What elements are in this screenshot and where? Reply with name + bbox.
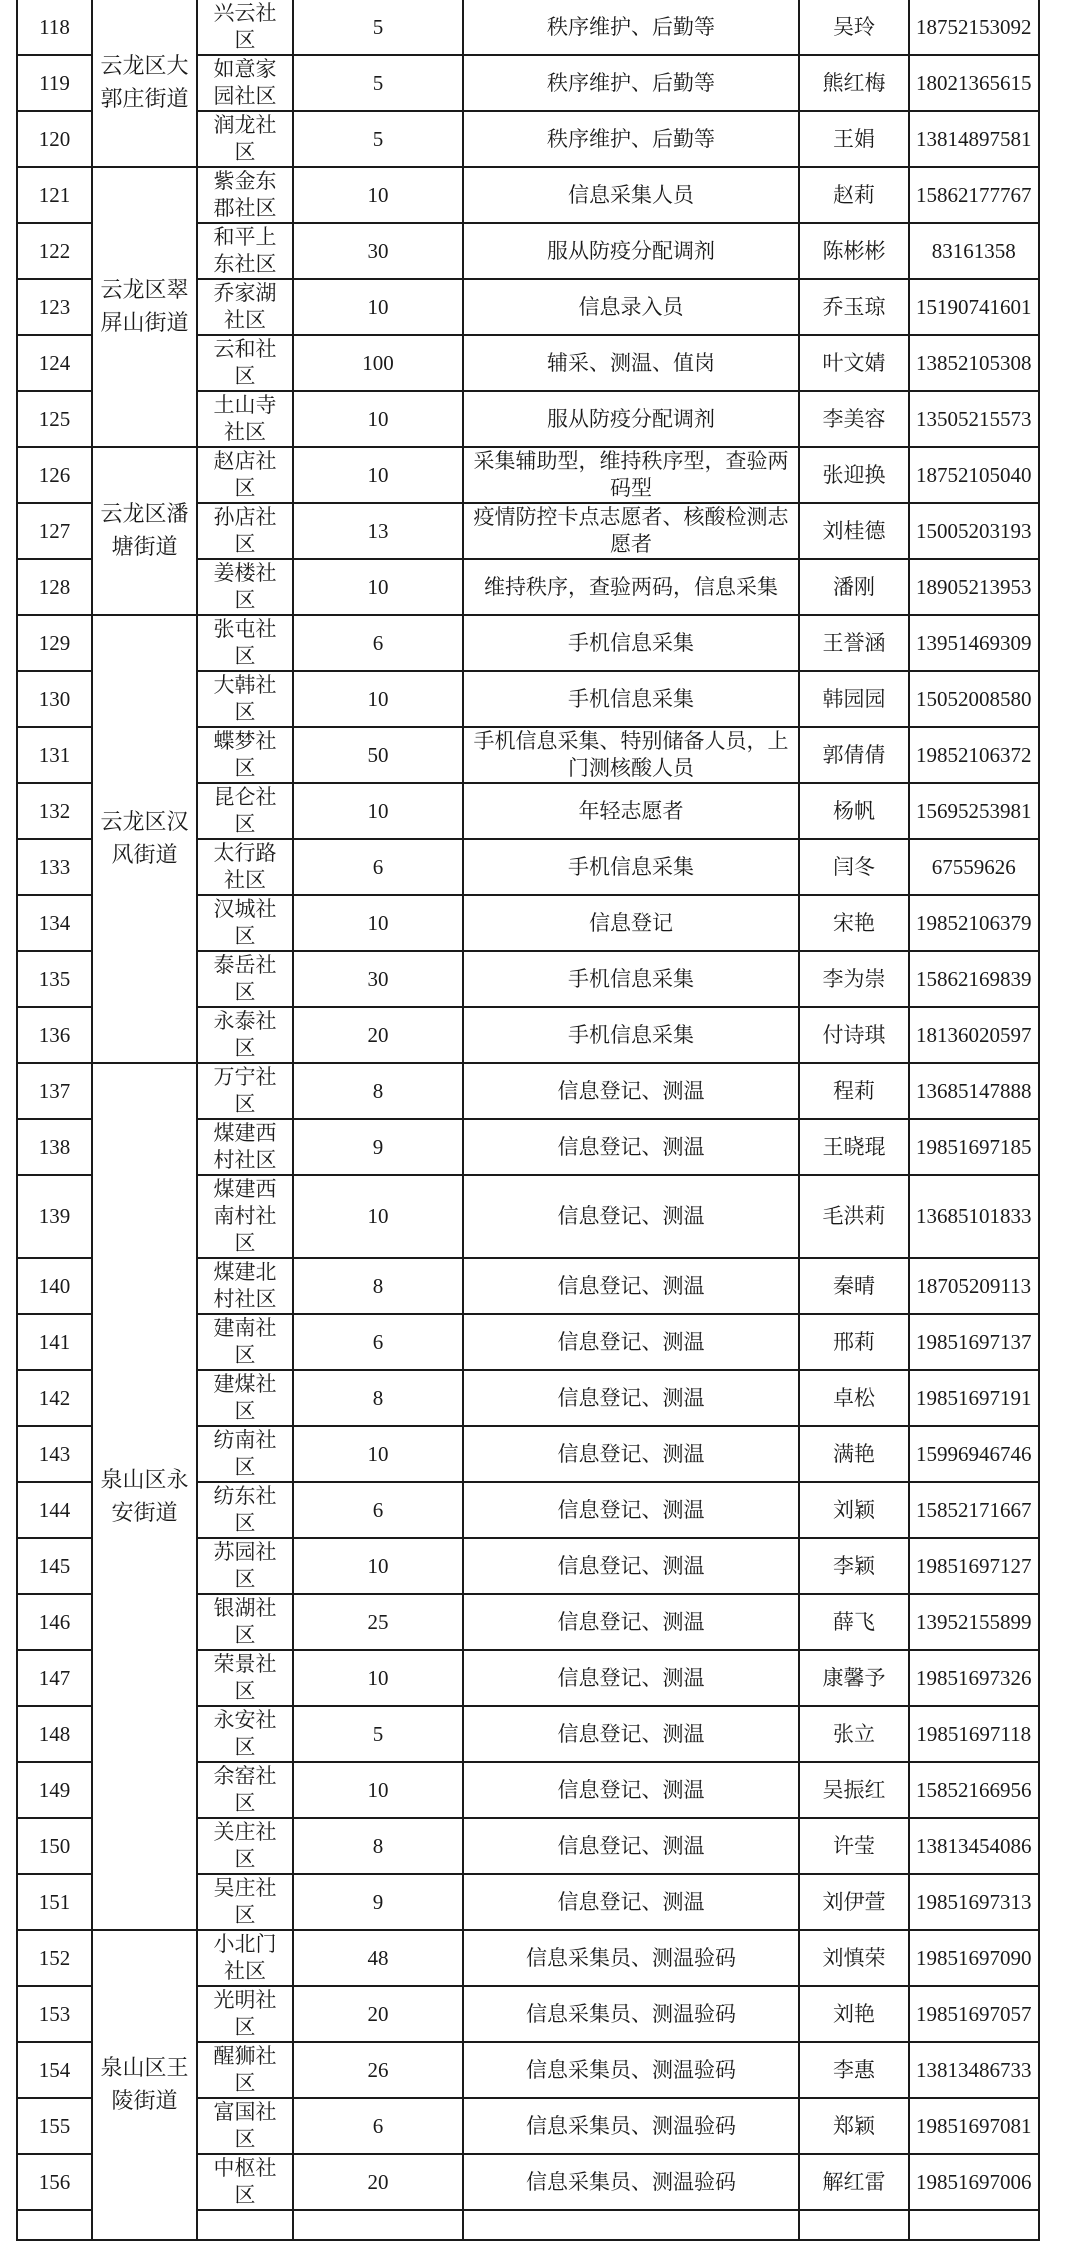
phone-cell: 18752105040: [909, 447, 1039, 503]
row-number-cell: 124: [17, 335, 92, 391]
duty-cell: 采集辅助型，维持秩序型，查验两码型: [463, 447, 799, 503]
phone-cell: 18705209113: [909, 1258, 1039, 1314]
community-cell: 孙店社区: [197, 503, 293, 559]
row-number-cell: 122: [17, 223, 92, 279]
row-number-cell: 135: [17, 951, 92, 1007]
contact-cell: 潘刚: [799, 559, 909, 615]
contact-cell: 许莹: [799, 1818, 909, 1874]
community-cell: 大韩社区: [197, 671, 293, 727]
count-cell: 5: [293, 55, 463, 111]
contact-cell: 王晓琨: [799, 1119, 909, 1175]
count-cell: 10: [293, 1762, 463, 1818]
count-cell: 8: [293, 1818, 463, 1874]
contact-cell: 张迎换: [799, 447, 909, 503]
community-cell: 昆仑社区: [197, 783, 293, 839]
duty-cell: 信息登记、测温: [463, 1874, 799, 1930]
duty-cell: 信息登记、测温: [463, 1370, 799, 1426]
row-number-cell: 145: [17, 1538, 92, 1594]
count-cell: 6: [293, 1314, 463, 1370]
duty-cell: 秩序维护、后勤等: [463, 0, 799, 55]
row-number-cell: 140: [17, 1258, 92, 1314]
phone-cell: 19851697185: [909, 1119, 1039, 1175]
duty-cell: 信息登记、测温: [463, 1482, 799, 1538]
row-number-cell: 139: [17, 1175, 92, 1258]
row-number-cell: 156: [17, 2154, 92, 2210]
contact-cell: 解红雷: [799, 2154, 909, 2210]
phone-cell: 19851697191: [909, 1370, 1039, 1426]
duty-cell: 信息登记、测温: [463, 1426, 799, 1482]
contact-cell: 张立: [799, 1706, 909, 1762]
row-number-cell: 150: [17, 1818, 92, 1874]
row-number-cell: 142: [17, 1370, 92, 1426]
volunteer-table-sheet: [16, 0, 1040, 2241]
row-number-cell: 149: [17, 1762, 92, 1818]
community-cell: 煤建北村社区: [197, 1258, 293, 1314]
duty-cell: 信息登记、测温: [463, 1818, 799, 1874]
contact-cell: 王娟: [799, 111, 909, 167]
row-number-cell: 126: [17, 447, 92, 503]
row-number-cell: 137: [17, 1063, 92, 1119]
street-cell: 泉山区王陵街道: [92, 1930, 197, 2240]
row-number-cell: 131: [17, 727, 92, 783]
street-cell: 云龙区大郭庄街道: [92, 0, 197, 167]
street-cell: 云龙区潘塘街道: [92, 447, 197, 615]
phone-cell: 13852105308: [909, 335, 1039, 391]
community-cell: 中枢社区: [197, 2154, 293, 2210]
phone-cell: 19851697090: [909, 1930, 1039, 1986]
contact-cell: 满艳: [799, 1426, 909, 1482]
duty-cell: 手机信息采集: [463, 1007, 799, 1063]
duty-cell: 手机信息采集: [463, 671, 799, 727]
count-cell: 10: [293, 1538, 463, 1594]
contact-cell: 闫冬: [799, 839, 909, 895]
row-number-cell: 154: [17, 2042, 92, 2098]
count-cell: 10: [293, 783, 463, 839]
community-cell: 紫金东郡社区: [197, 167, 293, 223]
row-number-cell: 153: [17, 1986, 92, 2042]
contact-cell: 邢莉: [799, 1314, 909, 1370]
phone-cell: 13952155899: [909, 1594, 1039, 1650]
row-number-cell: 134: [17, 895, 92, 951]
duty-cell: 信息登记、测温: [463, 1650, 799, 1706]
contact-cell: 叶文婧: [799, 335, 909, 391]
duty-cell: 年轻志愿者: [463, 783, 799, 839]
row-number-cell: 155: [17, 2098, 92, 2154]
count-cell: 6: [293, 839, 463, 895]
row-number-cell: 119: [17, 55, 92, 111]
community-cell: 永泰社区: [197, 1007, 293, 1063]
duty-cell: 秩序维护、后勤等: [463, 55, 799, 111]
phone-cell: 15695253981: [909, 783, 1039, 839]
phone-cell: 13505215573: [909, 391, 1039, 447]
count-cell: 10: [293, 391, 463, 447]
count-cell: 6: [293, 615, 463, 671]
contact-cell: 李惠: [799, 2042, 909, 2098]
row-number-cell: 151: [17, 1874, 92, 1930]
table-row: [17, 447, 1039, 503]
community-cell: 张屯社区: [197, 615, 293, 671]
row-number-cell: 130: [17, 671, 92, 727]
contact-cell: 李为崇: [799, 951, 909, 1007]
community-cell: 煤建西村社区: [197, 1119, 293, 1175]
phone-cell: 15996946746: [909, 1426, 1039, 1482]
duty-cell: 信息采集人员: [463, 167, 799, 223]
row-number-cell: 147: [17, 1650, 92, 1706]
community-cell: 荣景社区: [197, 1650, 293, 1706]
contact-cell: 吴振红: [799, 1762, 909, 1818]
phone-cell: 13951469309: [909, 615, 1039, 671]
phone-cell: 13813486733: [909, 2042, 1039, 2098]
phone-cell: 13814897581: [909, 111, 1039, 167]
phone-cell: 13685101833: [909, 1175, 1039, 1258]
row-number-cell: 121: [17, 167, 92, 223]
contact-cell: 王誉涵: [799, 615, 909, 671]
row-number-cell: 141: [17, 1314, 92, 1370]
duty-cell: 秩序维护、后勤等: [463, 111, 799, 167]
duty-cell: 手机信息采集: [463, 615, 799, 671]
community-cell: 姜楼社区: [197, 559, 293, 615]
phone-cell: 13813454086: [909, 1818, 1039, 1874]
contact-cell: 付诗琪: [799, 1007, 909, 1063]
duty-cell: 信息录入员: [463, 279, 799, 335]
duty-cell: 疫情防控卡点志愿者、核酸检测志愿者: [463, 503, 799, 559]
count-cell: 10: [293, 1426, 463, 1482]
count-cell: 10: [293, 895, 463, 951]
count-cell: 30: [293, 951, 463, 1007]
community-cell: 蝶梦社区: [197, 727, 293, 783]
duty-cell: 信息登记: [463, 895, 799, 951]
count-cell: 9: [293, 1119, 463, 1175]
contact-cell: 郑颖: [799, 2098, 909, 2154]
row-number-cell: 128: [17, 559, 92, 615]
table-row: [17, 0, 1039, 55]
contact-cell: 刘伊萱: [799, 1874, 909, 1930]
row-number-cell: 129: [17, 615, 92, 671]
duty-cell: 信息采集员、测温验码: [463, 1930, 799, 1986]
count-cell: 10: [293, 447, 463, 503]
community-cell: 乔家湖社区: [197, 279, 293, 335]
community-cell: 润龙社区: [197, 111, 293, 167]
row-number-cell: 125: [17, 391, 92, 447]
count-cell: 8: [293, 1258, 463, 1314]
duty-cell: 信息采集员、测温验码: [463, 2098, 799, 2154]
count-cell: 8: [293, 1370, 463, 1426]
community-cell: 苏园社区: [197, 1538, 293, 1594]
count-cell: 10: [293, 279, 463, 335]
phone-cell: 15052008580: [909, 671, 1039, 727]
community-cell: 建煤社区: [197, 1370, 293, 1426]
phone-cell: 15862169839: [909, 951, 1039, 1007]
contact-cell: 刘桂德: [799, 503, 909, 559]
community-cell: 富国社区: [197, 2098, 293, 2154]
count-cell: 13: [293, 503, 463, 559]
duty-cell: 服从防疫分配调剂: [463, 223, 799, 279]
community-cell: 余窑社区: [197, 1762, 293, 1818]
phone-cell: 19851697313: [909, 1874, 1039, 1930]
community-cell: 小北门社区: [197, 1930, 293, 1986]
duty-cell: 手机信息采集、特别储备人员，上门测核酸人员: [463, 727, 799, 783]
count-cell: 8: [293, 1063, 463, 1119]
table-row: [17, 1930, 1039, 1986]
contact-cell: 杨帆: [799, 783, 909, 839]
count-cell: 10: [293, 1650, 463, 1706]
phone-cell: 15190741601: [909, 279, 1039, 335]
contact-cell: 程莉: [799, 1063, 909, 1119]
duty-cell: 信息登记、测温: [463, 1175, 799, 1258]
contact-cell: 熊红梅: [799, 55, 909, 111]
phone-cell: 15005203193: [909, 503, 1039, 559]
community-cell: 泰岳社区: [197, 951, 293, 1007]
contact-cell: 刘颖: [799, 1482, 909, 1538]
duty-cell: 信息登记、测温: [463, 1063, 799, 1119]
duty-cell: 手机信息采集: [463, 951, 799, 1007]
contact-cell: [799, 2210, 909, 2240]
row-number-cell: 120: [17, 111, 92, 167]
street-cell: 云龙区翠屏山街道: [92, 167, 197, 447]
count-cell: 26: [293, 2042, 463, 2098]
count-cell: 100: [293, 335, 463, 391]
duty-cell: [463, 2210, 799, 2240]
phone-cell: 18136020597: [909, 1007, 1039, 1063]
row-number-cell: 148: [17, 1706, 92, 1762]
community-cell: 吴庄社区: [197, 1874, 293, 1930]
community-cell: 万宁社区: [197, 1063, 293, 1119]
community-cell: 赵店社区: [197, 447, 293, 503]
community-cell: 建南社区: [197, 1314, 293, 1370]
row-number-cell: 138: [17, 1119, 92, 1175]
count-cell: 10: [293, 1175, 463, 1258]
duty-cell: 信息采集员、测温验码: [463, 1986, 799, 2042]
count-cell: 30: [293, 223, 463, 279]
count-cell: 5: [293, 0, 463, 55]
count-cell: 25: [293, 1594, 463, 1650]
row-number-cell: 146: [17, 1594, 92, 1650]
contact-cell: 李美容: [799, 391, 909, 447]
duty-cell: 信息登记、测温: [463, 1538, 799, 1594]
community-cell: 土山寺社区: [197, 391, 293, 447]
phone-cell: 19851697081: [909, 2098, 1039, 2154]
phone-cell: 67559626: [909, 839, 1039, 895]
community-cell: 纺南社区: [197, 1426, 293, 1482]
community-cell: 和平上东社区: [197, 223, 293, 279]
duty-cell: 信息登记、测温: [463, 1762, 799, 1818]
phone-cell: 19851697118: [909, 1706, 1039, 1762]
count-cell: 5: [293, 1706, 463, 1762]
contact-cell: 薛飞: [799, 1594, 909, 1650]
phone-cell: 19852106379: [909, 895, 1039, 951]
table-row: [17, 1063, 1039, 1119]
row-number-cell: 123: [17, 279, 92, 335]
phone-cell: 13685147888: [909, 1063, 1039, 1119]
row-number-cell: 143: [17, 1426, 92, 1482]
table-row: [17, 167, 1039, 223]
community-cell: 银湖社区: [197, 1594, 293, 1650]
contact-cell: 宋艳: [799, 895, 909, 951]
duty-cell: 信息登记、测温: [463, 1119, 799, 1175]
community-cell: 太行路社区: [197, 839, 293, 895]
community-cell: 纺东社区: [197, 1482, 293, 1538]
table-row: [17, 615, 1039, 671]
duty-cell: 服从防疫分配调剂: [463, 391, 799, 447]
duty-cell: 信息登记、测温: [463, 1706, 799, 1762]
phone-cell: 15852166956: [909, 1762, 1039, 1818]
count-cell: [293, 2210, 463, 2240]
phone-cell: 19851697137: [909, 1314, 1039, 1370]
phone-cell: 18752153092: [909, 0, 1039, 55]
community-cell: 煤建西南村社区: [197, 1175, 293, 1258]
phone-cell: 83161358: [909, 223, 1039, 279]
contact-cell: 乔玉琼: [799, 279, 909, 335]
community-cell: 汉城社区: [197, 895, 293, 951]
row-number-cell: 118: [17, 0, 92, 55]
count-cell: 10: [293, 167, 463, 223]
duty-cell: 信息登记、测温: [463, 1314, 799, 1370]
phone-cell: 15862177767: [909, 167, 1039, 223]
street-cell: 泉山区永安街道: [92, 1063, 197, 1930]
contact-cell: 陈彬彬: [799, 223, 909, 279]
duty-cell: 信息登记、测温: [463, 1594, 799, 1650]
phone-cell: [909, 2210, 1039, 2240]
community-cell: 光明社区: [197, 1986, 293, 2042]
community-cell: 关庄社区: [197, 1818, 293, 1874]
phone-cell: 19851697326: [909, 1650, 1039, 1706]
row-number-cell: 132: [17, 783, 92, 839]
count-cell: 9: [293, 1874, 463, 1930]
row-number-cell: 127: [17, 503, 92, 559]
row-number-cell: 136: [17, 1007, 92, 1063]
duty-cell: 信息采集员、测温验码: [463, 2042, 799, 2098]
contact-cell: 毛洪莉: [799, 1175, 909, 1258]
community-cell: 永安社区: [197, 1706, 293, 1762]
row-number-cell: 144: [17, 1482, 92, 1538]
row-number-cell: 133: [17, 839, 92, 895]
count-cell: 20: [293, 1007, 463, 1063]
row-number-cell: [17, 2210, 92, 2240]
contact-cell: 韩园园: [799, 671, 909, 727]
duty-cell: 信息采集员、测温验码: [463, 2154, 799, 2210]
contact-cell: 郭倩倩: [799, 727, 909, 783]
contact-cell: 赵莉: [799, 167, 909, 223]
community-cell: 兴云社区: [197, 0, 293, 55]
community-cell: 云和社区: [197, 335, 293, 391]
count-cell: 20: [293, 1986, 463, 2042]
contact-cell: 李颖: [799, 1538, 909, 1594]
count-cell: 6: [293, 1482, 463, 1538]
duty-cell: 手机信息采集: [463, 839, 799, 895]
count-cell: 20: [293, 2154, 463, 2210]
count-cell: 5: [293, 111, 463, 167]
community-cell: 醒狮社区: [197, 2042, 293, 2098]
community-cell: [197, 2210, 293, 2240]
duty-cell: 辅采、测温、值岗: [463, 335, 799, 391]
count-cell: 6: [293, 2098, 463, 2154]
contact-cell: 秦晴: [799, 1258, 909, 1314]
contact-cell: 刘艳: [799, 1986, 909, 2042]
contact-cell: 刘慎荣: [799, 1930, 909, 1986]
contact-cell: 康馨予: [799, 1650, 909, 1706]
contact-cell: 吴玲: [799, 0, 909, 55]
phone-cell: 18021365615: [909, 55, 1039, 111]
phone-cell: 19851697006: [909, 2154, 1039, 2210]
phone-cell: 15852171667: [909, 1482, 1039, 1538]
contact-cell: 卓松: [799, 1370, 909, 1426]
count-cell: 10: [293, 671, 463, 727]
count-cell: 48: [293, 1930, 463, 1986]
phone-cell: 19851697057: [909, 1986, 1039, 2042]
duty-cell: 信息登记、测温: [463, 1258, 799, 1314]
row-number-cell: 152: [17, 1930, 92, 1986]
street-cell: 云龙区汉风街道: [92, 615, 197, 1063]
duty-cell: 维持秩序，查验两码，信息采集: [463, 559, 799, 615]
community-cell: 如意家园社区: [197, 55, 293, 111]
volunteer-table: [16, 0, 1040, 2241]
phone-cell: 19852106372: [909, 727, 1039, 783]
phone-cell: 19851697127: [909, 1538, 1039, 1594]
phone-cell: 18905213953: [909, 559, 1039, 615]
count-cell: 10: [293, 559, 463, 615]
count-cell: 50: [293, 727, 463, 783]
